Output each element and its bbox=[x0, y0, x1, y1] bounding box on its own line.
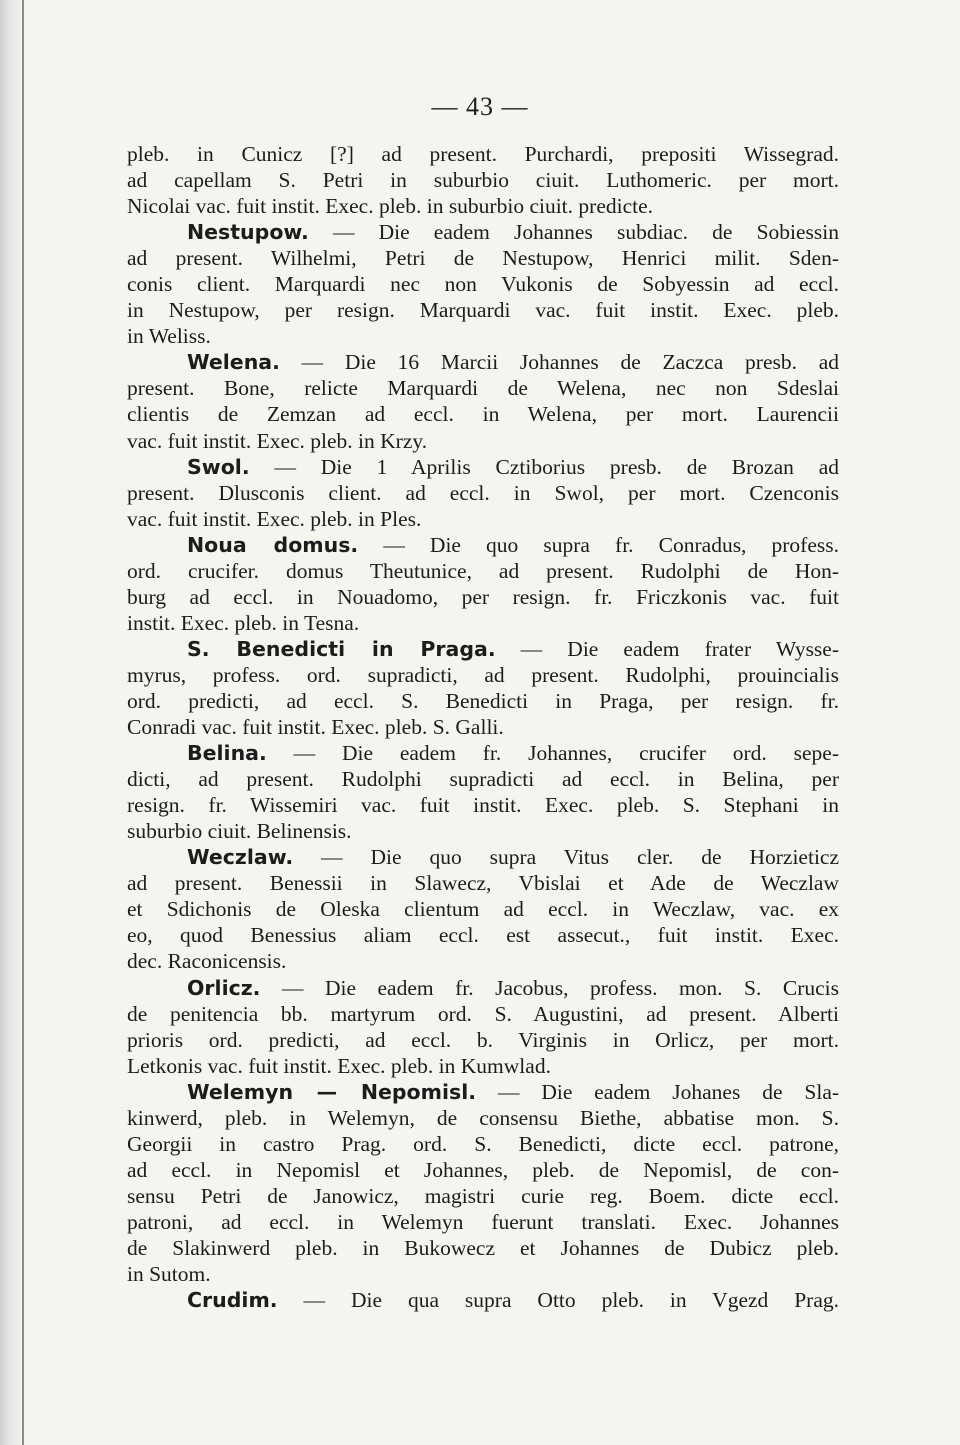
text-line bbox=[127, 1183, 839, 1209]
text-line bbox=[127, 792, 839, 818]
entry-place-name: Crudim. bbox=[187, 1288, 278, 1313]
entry-heading-line bbox=[127, 219, 839, 245]
text-line bbox=[127, 323, 839, 349]
entry-heading-line bbox=[127, 1287, 839, 1313]
text-line bbox=[127, 896, 839, 922]
line-text: dicti, ad present. Rudolphi supradicti ad eccl. in Belina, per bbox=[127, 767, 839, 792]
line-text: patroni, ad eccl. in Welemyn fuerunt translati. Exec. Johannes bbox=[127, 1209, 839, 1234]
line-text: ad present. Benessii in Slawecz, Vbislai et Ade de Weczlaw bbox=[127, 871, 839, 896]
line-text: Conradi vac. fuit instit. Exec. pleb. S. Galli. bbox=[127, 715, 504, 740]
entry-heading-line bbox=[127, 532, 839, 558]
text-line bbox=[127, 766, 839, 792]
text-line bbox=[127, 1001, 839, 1027]
line-text: suburbio ciuit. Belinensis. bbox=[127, 819, 352, 844]
line-text: in Nestupow, per resign. Marquardi vac. fuit instit. Exec. pleb. bbox=[127, 298, 839, 323]
text-line bbox=[127, 818, 839, 844]
entry-heading-line bbox=[127, 975, 839, 1001]
scan-binding-line bbox=[22, 0, 24, 1445]
text-line bbox=[127, 688, 839, 714]
text-line bbox=[127, 401, 839, 427]
line-text: pleb. in Cunicz [?] ad present. Purchardi, prepositi Wissegrad. bbox=[127, 142, 839, 166]
line-text: vac. fuit instit. Exec. pleb. in Ples. bbox=[127, 506, 422, 531]
line-text: Letkonis vac. fuit instit. Exec. pleb. in Kumwlad. bbox=[127, 1053, 551, 1078]
line-text: ad eccl. in Nepomisl et Johannes, pleb. de Nepomisl, de con- bbox=[127, 1157, 839, 1182]
text-line bbox=[127, 375, 839, 401]
entry-heading-line bbox=[127, 454, 839, 480]
entry-place-name: Nestupow. bbox=[187, 220, 309, 245]
line-text: instit. Exec. pleb. in Tesna. bbox=[127, 610, 360, 635]
line-text: — Die 1 Aprilis Cztiborius presb. de Brozan ad bbox=[274, 454, 840, 479]
entry-place-name: Welemyn — Nepomisl. bbox=[187, 1079, 477, 1104]
text-line bbox=[127, 245, 839, 271]
text-line bbox=[127, 948, 839, 974]
line-text: Nicolai vac. fuit instit. Exec. pleb. in suburbio ciuit. predicte. bbox=[127, 194, 654, 219]
text-line bbox=[127, 193, 839, 219]
text-line bbox=[127, 167, 839, 193]
entry-heading-line bbox=[127, 1079, 839, 1105]
text-line bbox=[127, 1131, 839, 1157]
text-line bbox=[127, 1027, 839, 1053]
text-line bbox=[127, 1209, 839, 1235]
text-line bbox=[127, 1235, 839, 1261]
line-text: et Sdichonis de Oleska clientum ad eccl. in Weczlaw, vac. ex bbox=[127, 897, 839, 922]
text-line bbox=[127, 922, 839, 948]
line-text: kinwerd, pleb. in Welemyn, de consensu Biethe, abbatise mon. S. bbox=[127, 1105, 839, 1130]
text-line bbox=[127, 610, 839, 636]
text-line bbox=[127, 271, 839, 297]
text-line bbox=[127, 1053, 839, 1079]
entry-heading-line bbox=[127, 349, 839, 375]
line-text: — Die eadem Johannes subdiac. de Sobiessin bbox=[332, 220, 839, 245]
text-line bbox=[127, 584, 839, 610]
text-line bbox=[127, 1157, 839, 1183]
line-text: de Slakinwerd pleb. in Bukowecz et Johannes de Dubicz pleb. bbox=[127, 1235, 839, 1260]
line-text: Georgii in castro Prag. ord. S. Benedicti, dicte eccl. patrone, bbox=[127, 1131, 839, 1156]
line-text: de penitencia bb. martyrum ord. S. Augustini, ad present. Alberti bbox=[127, 1001, 839, 1026]
line-text: burg ad eccl. in Nouadomo, per resign. fr. Friczkonis vac. fuit bbox=[127, 584, 839, 609]
entry-heading-line bbox=[127, 636, 839, 662]
line-text: — Die quo supra Vitus cler. de Horzieticz bbox=[321, 845, 840, 870]
entry-heading-line bbox=[127, 844, 839, 870]
text-line bbox=[127, 297, 839, 323]
page-number: — 43 — bbox=[431, 92, 529, 121]
line-text: eo, quod Benessius aliam eccl. est assecut., fuit instit. Exec. bbox=[127, 923, 839, 948]
line-text: dec. Raconicensis. bbox=[127, 949, 287, 974]
line-text: ord. crucifer. domus Theutunice, ad present. Rudolphi de Hon- bbox=[127, 558, 839, 583]
entry-place-name: Swol. bbox=[187, 454, 250, 479]
text-line bbox=[127, 1105, 839, 1131]
line-text: — Die 16 Marcii Johannes de Zaczca presb. ad bbox=[301, 350, 839, 375]
text-line bbox=[127, 714, 839, 740]
line-text: — Die eadem fr. Johannes, crucifer ord. sepe- bbox=[293, 741, 839, 766]
line-text: clientis de Zemzan ad eccl. in Welena, per mort. Laurencii bbox=[127, 402, 839, 427]
text-line bbox=[127, 558, 839, 584]
entry-heading-line bbox=[127, 740, 839, 766]
document-body bbox=[127, 141, 839, 1313]
line-text: conis client. Marquardi nec non Vukonis de Sobyessin ad eccl. bbox=[127, 272, 839, 297]
text-line bbox=[127, 1261, 839, 1287]
entry-place-name: Noua domus. bbox=[187, 532, 359, 557]
line-text: sensu Petri de Janowicz, magistri curie reg. Boem. dicte eccl. bbox=[127, 1183, 839, 1208]
entry-place-name: Belina. bbox=[187, 741, 267, 766]
text-line bbox=[127, 141, 839, 167]
line-text: — Die quo supra fr. Conradus, profess. bbox=[383, 532, 839, 557]
line-text: present. Dlusconis client. ad eccl. in Swol, per mort. Czenconis bbox=[127, 480, 839, 505]
text-line bbox=[127, 506, 839, 532]
text-line bbox=[127, 480, 839, 506]
text-line bbox=[127, 662, 839, 688]
entry-place-name: Weczlaw. bbox=[187, 845, 294, 870]
line-text: resign. fr. Wissemiri vac. fuit instit. Exec. pleb. S. Stephani in bbox=[127, 793, 839, 818]
line-text: — Die qua supra Otto pleb. in Vgezd Prag. bbox=[303, 1288, 839, 1313]
line-text: myrus, profess. ord. supradicti, ad present. Rudolphi, prouincialis bbox=[127, 662, 839, 687]
text-line bbox=[127, 870, 839, 896]
line-text: — Die eadem fr. Jacobus, profess. mon. S. Crucis bbox=[281, 975, 840, 1000]
line-text: ad capellam S. Petri in suburbio ciuit. Luthomeric. per mort. bbox=[127, 168, 839, 193]
entry-place-name: S. Benedicti in Praga. bbox=[187, 636, 496, 661]
line-text: in Weliss. bbox=[127, 324, 211, 349]
line-text: ad present. Wilhelmi, Petri de Nestupow, Henrici milit. Sden- bbox=[127, 246, 839, 271]
line-text: prioris ord. predicti, ad eccl. b. Virginis in Orlicz, per mort. bbox=[127, 1027, 839, 1052]
line-text: present. Bone, relicte Marquardi de Welena, nec non Sdeslai bbox=[127, 376, 839, 401]
entry-place-name: Welena. bbox=[187, 350, 280, 375]
line-text: vac. fuit instit. Exec. pleb. in Krzy. bbox=[127, 428, 428, 453]
line-text: — Die eadem Johanes de Sla- bbox=[497, 1079, 840, 1104]
text-line bbox=[127, 428, 839, 454]
entry-place-name: Orlicz. bbox=[187, 975, 261, 1000]
line-text: — Die eadem frater Wysse- bbox=[520, 636, 840, 661]
line-text: ord. predicti, ad eccl. S. Benedicti in Praga, per resign. fr. bbox=[127, 688, 839, 713]
line-text: in Sutom. bbox=[127, 1262, 211, 1287]
